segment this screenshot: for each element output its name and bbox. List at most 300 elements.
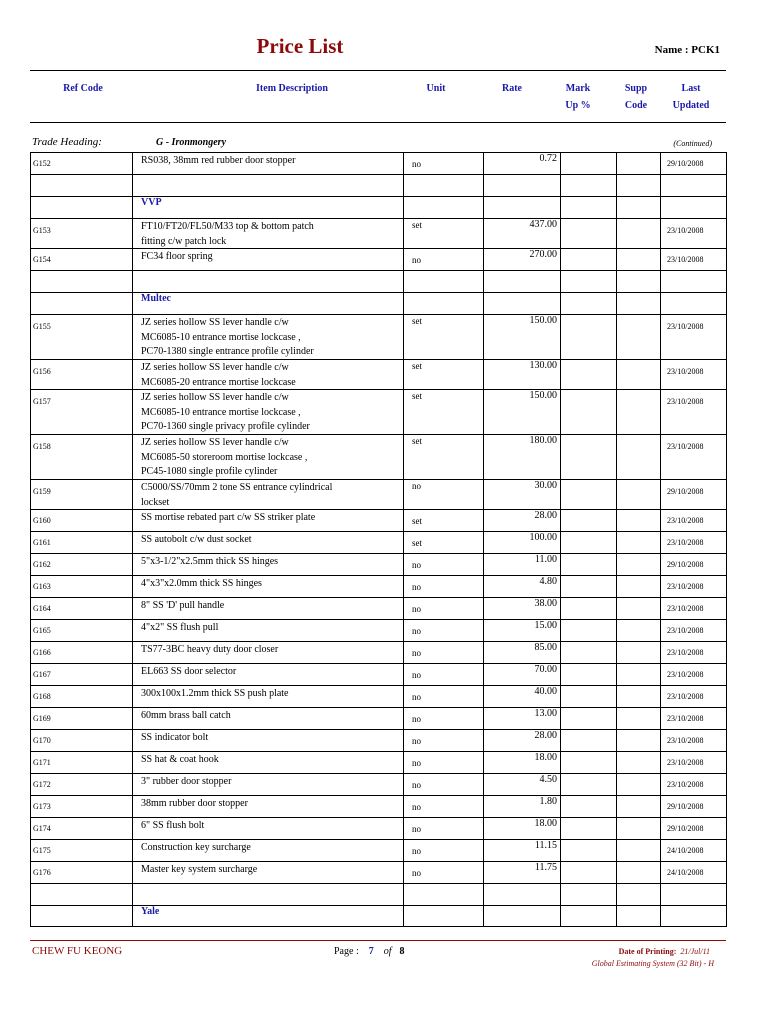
cell-desc [133,862,404,883]
item-description: 300x100x1.2mm thick SS push plate [141,688,289,699]
cell-unit [404,271,484,292]
cell-unit [404,840,484,861]
cell-ref [31,510,133,531]
cell-rate [484,360,561,389]
col-header-last [664,80,718,114]
col-header-rate: Rate [502,83,522,94]
table-row [30,314,727,359]
unit: no [412,481,421,491]
cell-supp [617,664,661,685]
table-row [30,817,727,839]
cell-last [661,774,727,795]
item-description: JZ series hollow SS lever handle c/w MC6085-50 storeroom mortise lockcase , PC45-1080 single profile cylinder [141,437,308,477]
table-row [30,729,727,751]
cell-last [661,620,727,641]
cell-unit [404,554,484,575]
cell-mark [561,554,617,575]
cell-unit [404,796,484,817]
unit: no [412,780,421,790]
cell-last [661,293,727,314]
cell-mark [561,686,617,707]
cell-unit [404,480,484,509]
last-updated: 24/10/2008 [667,846,704,855]
last-updated: 23/10/2008 [667,604,704,613]
cell-unit [404,598,484,619]
last-updated: 29/10/2008 [667,487,704,496]
cell-unit [404,510,484,531]
table-row [30,597,727,619]
table-row [30,553,727,575]
cell-mark [561,796,617,817]
table-row [30,218,727,248]
table-row [30,389,727,434]
rate: 0.72 [539,153,557,164]
ref-code: G155 [33,322,51,331]
item-description: EL663 SS door selector [141,666,237,677]
trade-heading-label: Trade Heading: [32,136,102,148]
ref-code: G161 [33,538,51,547]
item-description: JZ series hollow SS lever handle c/w MC6085-20 entrance mortise lockcase [141,362,296,388]
ref-code: G165 [33,626,51,635]
cell-unit [404,708,484,729]
last-updated: 23/10/2008 [667,692,704,701]
last-updated: 23/10/2008 [667,736,704,745]
ref-code: G168 [33,692,51,701]
cell-mark [561,598,617,619]
unit: no [412,670,421,680]
unit: no [412,582,421,592]
cell-ref [31,271,133,292]
cell-mark [561,774,617,795]
cell-mark [561,708,617,729]
cell-supp [617,554,661,575]
page-title: Price List [256,34,344,58]
footer-rule [30,940,726,941]
cell-desc [133,752,404,773]
col-header-last-line2: Updated [672,100,710,111]
cell-ref [31,435,133,479]
cell-ref [31,532,133,553]
cell-desc [133,480,404,509]
cell-unit [404,686,484,707]
unit: no [412,604,421,614]
page-label: Page : [334,946,359,957]
last-updated: 23/10/2008 [667,714,704,723]
company-name: CHEW FU KEONG [32,945,123,957]
cell-mark [561,884,617,905]
cell-ref [31,818,133,839]
rate: 30.00 [534,480,557,491]
cell-unit [404,620,484,641]
cell-desc [133,796,404,817]
cell-supp [617,862,661,883]
cell-supp [617,360,661,389]
rate: 150.00 [529,315,557,326]
cell-ref [31,598,133,619]
cell-supp [617,576,661,597]
col-header-desc: Item Description [256,83,328,94]
cell-desc [133,554,404,575]
last-updated: 29/10/2008 [667,159,704,168]
cell-supp [617,730,661,751]
item-description: 38mm rubber door stopper [141,798,248,809]
table-row [30,641,727,663]
cell-rate [484,554,561,575]
last-updated: 29/10/2008 [667,802,704,811]
cell-last [661,664,727,685]
cell-last [661,686,727,707]
cell-unit [404,818,484,839]
last-updated: 23/10/2008 [667,516,704,525]
cell-rate [484,642,561,663]
cell-unit [404,884,484,905]
cell-supp [617,532,661,553]
unit: set [412,361,422,371]
unit: no [412,802,421,812]
cell-supp [617,620,661,641]
cell-unit [404,906,484,926]
cell-desc [133,175,404,196]
last-updated: 23/10/2008 [667,758,704,767]
ref-code: G167 [33,670,51,679]
cell-supp [617,598,661,619]
unit: no [412,736,421,746]
ref-code: G176 [33,868,51,877]
group-heading: VVP [141,197,162,208]
last-updated: 23/10/2008 [667,780,704,789]
cell-desc [133,906,404,926]
cell-desc [133,774,404,795]
rate: 11.00 [534,554,557,565]
cell-supp [617,153,661,174]
trade-heading [30,134,726,152]
cell-rate [484,480,561,509]
unit: no [412,560,421,570]
rate: 18.00 [534,752,557,763]
rate: 28.00 [534,730,557,741]
cell-rate [484,620,561,641]
cell-rate [484,249,561,270]
cell-last [661,840,727,861]
cell-ref [31,862,133,883]
rate: 85.00 [534,642,557,653]
table-row [30,575,727,597]
print-date-label: Date of Printing: [618,947,677,956]
cell-desc [133,730,404,751]
cell-supp [617,840,661,861]
rate: 100.00 [529,532,557,543]
page-of-label: of [383,946,392,957]
last-updated: 23/10/2008 [667,538,704,547]
group-heading: Multec [141,293,171,304]
unit: no [412,824,421,834]
cell-rate [484,598,561,619]
cell-rate [484,219,561,248]
cell-ref [31,576,133,597]
cell-unit [404,219,484,248]
cell-desc [133,510,404,531]
cell-desc [133,620,404,641]
table-row [30,248,727,270]
ref-code: G158 [33,442,51,451]
cell-ref [31,293,133,314]
cell-rate [484,435,561,479]
group-row [30,196,727,218]
cell-ref [31,360,133,389]
item-description: 4"x3"x2.0mm thick SS hinges [141,578,262,589]
blank-row [30,883,727,905]
cell-rate [484,884,561,905]
group-row [30,905,727,927]
table-row [30,861,727,883]
ref-code: G162 [33,560,51,569]
cell-last [661,153,727,174]
cell-rate [484,730,561,751]
cell-unit [404,730,484,751]
blank-row [30,270,727,292]
cell-unit [404,576,484,597]
cell-desc [133,642,404,663]
cell-unit [404,435,484,479]
cell-mark [561,315,617,359]
unit: set [412,220,422,230]
cell-supp [617,315,661,359]
cell-desc [133,708,404,729]
cell-supp [617,796,661,817]
rate: 18.00 [534,818,557,829]
cell-rate [484,315,561,359]
cell-rate [484,796,561,817]
item-description: C5000/SS/70mm 2 tone SS entrance cylindrical lockset [141,482,333,508]
table-row [30,152,727,174]
rate: 150.00 [529,390,557,401]
ref-code: G154 [33,255,51,264]
cell-last [661,390,727,434]
ref-code: G164 [33,604,51,613]
unit: no [412,159,421,169]
cell-mark [561,390,617,434]
cell-rate [484,840,561,861]
ref-code: G159 [33,487,51,496]
cell-mark [561,219,617,248]
blank-row [30,174,727,196]
cell-rate [484,686,561,707]
cell-mark [561,818,617,839]
page-number: 7 [368,946,374,957]
cell-desc [133,390,404,434]
cell-rate [484,197,561,218]
cell-mark [561,576,617,597]
cell-last [661,197,727,218]
ref-code: G157 [33,397,51,406]
name-label: Name : PCK1 [654,44,720,56]
cell-ref [31,219,133,248]
rate: 13.00 [534,708,557,719]
item-description: SS mortise rebated part c/w SS striker plate [141,512,316,523]
unit: set [412,516,422,526]
item-description: FT10/FT20/FL50/M33 top & bottom patch fitting c/w patch lock [141,221,314,247]
cell-last [661,532,727,553]
cell-rate [484,818,561,839]
cell-unit [404,315,484,359]
ref-code: G174 [33,824,51,833]
cell-mark [561,620,617,641]
cell-ref [31,642,133,663]
page-total: 8 [399,946,405,957]
system-name: Global Estimating System (32 Bit) - H [591,959,714,968]
item-description: Construction key surcharge [141,842,251,853]
cell-rate [484,175,561,196]
item-description: SS indicator bolt [141,732,209,743]
cell-ref [31,884,133,905]
cell-last [661,315,727,359]
cell-ref [31,664,133,685]
cell-desc [133,360,404,389]
last-updated: 23/10/2008 [667,367,704,376]
cell-rate [484,532,561,553]
cell-ref [31,153,133,174]
unit: no [412,692,421,702]
table-row [30,663,727,685]
cell-desc [133,315,404,359]
cell-mark [561,532,617,553]
item-description: TS77-3BC heavy duty door closer [141,644,279,655]
cell-supp [617,906,661,926]
unit: set [412,391,422,401]
table-row [30,773,727,795]
table-row [30,707,727,729]
cell-ref [31,175,133,196]
cell-mark [561,197,617,218]
ref-code: G156 [33,367,51,376]
cell-rate [484,708,561,729]
item-description: 4"x2" SS flush pull [141,622,219,633]
cell-ref [31,390,133,434]
cell-mark [561,293,617,314]
cell-mark [561,840,617,861]
print-date [619,947,710,956]
cell-last [661,906,727,926]
cell-last [661,175,727,196]
cell-last [661,598,727,619]
cell-rate [484,390,561,434]
ref-code: G170 [33,736,51,745]
cell-last [661,796,727,817]
page-indicator [334,946,405,957]
cell-last [661,576,727,597]
cell-supp [617,774,661,795]
cell-last [661,249,727,270]
cell-mark [561,642,617,663]
cell-last [661,271,727,292]
table-row [30,531,727,553]
cell-supp [617,197,661,218]
item-description: FC34 floor spring [141,251,213,262]
cell-rate [484,906,561,926]
last-updated: 29/10/2008 [667,560,704,569]
unit: no [412,255,421,265]
rate: 70.00 [534,664,557,675]
col-header-supp [616,80,656,114]
cell-ref [31,554,133,575]
cell-unit [404,642,484,663]
cell-supp [617,642,661,663]
unit: no [412,648,421,658]
cell-last [661,554,727,575]
cell-ref [31,752,133,773]
rate: 11.75 [534,862,557,873]
table-row [30,751,727,773]
col-header-unit: Unit [426,83,446,94]
col-header-supp-line2: Code [624,100,648,111]
last-updated: 23/10/2008 [667,648,704,657]
rate: 4.80 [539,576,557,587]
unit: set [412,316,422,326]
item-description: SS hat & coat hook [141,754,219,765]
header-bottom-rule [30,122,726,123]
cell-unit [404,390,484,434]
cell-ref [31,730,133,751]
cell-mark [561,271,617,292]
cell-desc [133,293,404,314]
cell-ref [31,840,133,861]
cell-last [661,642,727,663]
group-row [30,292,727,314]
unit: no [412,846,421,856]
last-updated: 24/10/2008 [667,868,704,877]
cell-supp [617,293,661,314]
continued-note: (Continued) [673,139,712,148]
cell-last [661,730,727,751]
cell-desc [133,532,404,553]
cell-supp [617,884,661,905]
cell-unit [404,197,484,218]
cell-last [661,862,727,883]
cell-supp [617,249,661,270]
cell-supp [617,435,661,479]
last-updated: 23/10/2008 [667,582,704,591]
column-headers [0,80,768,120]
table-row [30,795,727,817]
trade-heading-value: G - Ironmongery [156,137,227,148]
unit: set [412,436,422,446]
rate: 11.15 [534,840,557,851]
unit: no [412,868,421,878]
ref-code: G166 [33,648,51,657]
table-row [30,619,727,641]
cell-desc [133,249,404,270]
cell-rate [484,510,561,531]
cell-desc [133,818,404,839]
cell-mark [561,360,617,389]
item-description: SS autobolt c/w dust socket [141,534,252,545]
cell-mark [561,175,617,196]
item-description: JZ series hollow SS lever handle c/w MC6085-10 entrance mortise lockcase , PC70-1360 single privacy profile cylinder [141,392,310,432]
cell-unit [404,862,484,883]
cell-mark [561,752,617,773]
cell-ref [31,620,133,641]
rate: 437.00 [529,219,557,230]
cell-desc [133,153,404,174]
cell-unit [404,153,484,174]
cell-ref [31,480,133,509]
print-date-value: 21/Jul/11 [680,947,710,956]
cell-unit [404,532,484,553]
cell-supp [617,818,661,839]
item-description: Master key system surcharge [141,864,258,875]
cell-desc [133,884,404,905]
cell-mark [561,249,617,270]
